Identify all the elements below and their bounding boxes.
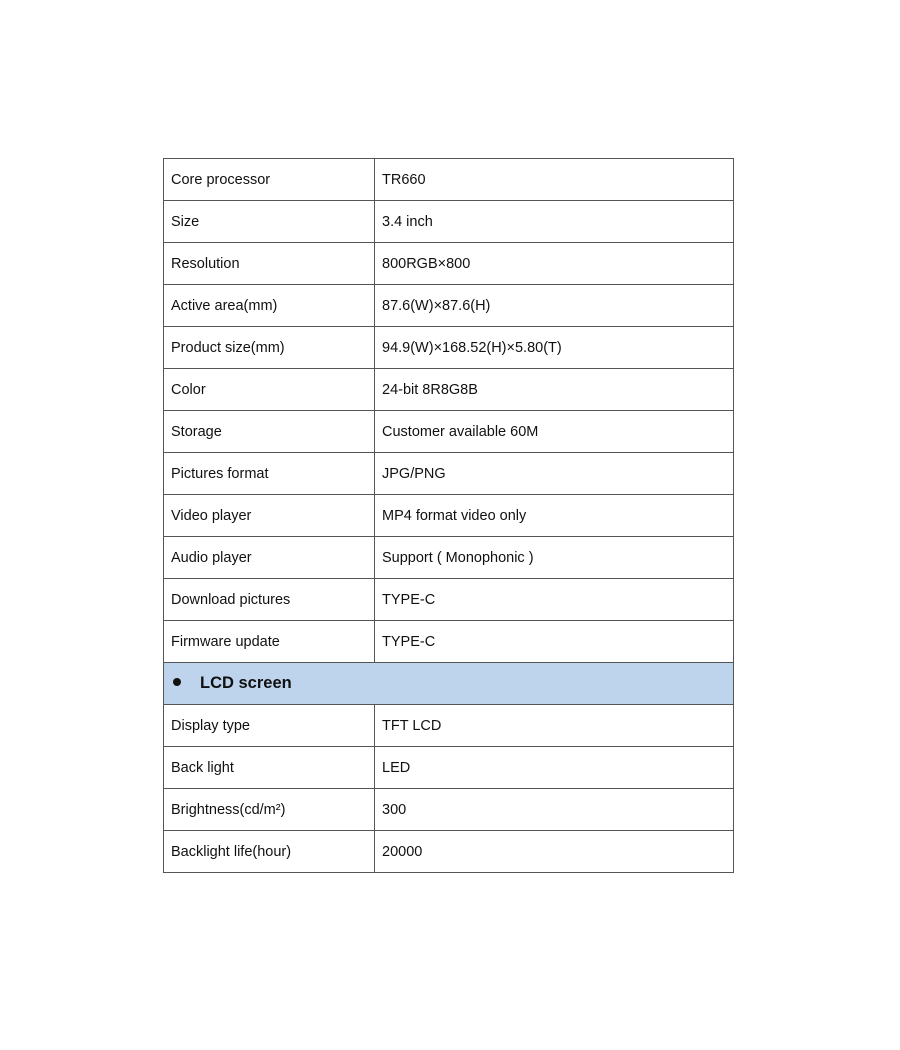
spec-value: TFT LCD <box>375 705 734 747</box>
spec-label: Video player <box>164 495 375 537</box>
spec-label: Active area(mm) <box>164 285 375 327</box>
spec-value: MP4 format video only <box>375 495 734 537</box>
spec-value: TR660 <box>375 159 734 201</box>
spec-row-download-pictures <box>164 579 734 621</box>
spec-value: JPG/PNG <box>375 453 734 495</box>
spec-label: Display type <box>164 705 375 747</box>
spec-row-backlight-life <box>164 831 734 873</box>
spec-label: Download pictures <box>164 579 375 621</box>
spec-row-core-processor <box>164 159 734 201</box>
spec-row-brightness <box>164 789 734 831</box>
bullet-dot-icon <box>173 678 181 686</box>
spec-row-audio-player <box>164 537 734 579</box>
section-header-cell <box>164 663 734 705</box>
spec-label: Color <box>164 369 375 411</box>
spec-value: 300 <box>375 789 734 831</box>
spec-row-firmware-update <box>164 621 734 663</box>
spec-value: 20000 <box>375 831 734 873</box>
spec-label: Storage <box>164 411 375 453</box>
spec-label: Core processor <box>164 159 375 201</box>
spec-value: TYPE-C <box>375 579 734 621</box>
spec-label: Resolution <box>164 243 375 285</box>
spec-label: Product size(mm) <box>164 327 375 369</box>
spec-label: Back light <box>164 747 375 789</box>
spec-label: Firmware update <box>164 621 375 663</box>
spec-row-back-light <box>164 747 734 789</box>
spec-value: Customer available 60M <box>375 411 734 453</box>
section-title: LCD screen <box>200 674 292 692</box>
spec-value: TYPE-C <box>375 621 734 663</box>
spec-value: 94.9(W)×168.52(H)×5.80(T) <box>375 327 734 369</box>
spec-row-color <box>164 369 734 411</box>
spec-row-active-area <box>164 285 734 327</box>
spec-row-display-type <box>164 705 734 747</box>
spec-row-product-size <box>164 327 734 369</box>
spec-value: 800RGB×800 <box>375 243 734 285</box>
spec-row-size <box>164 201 734 243</box>
section-header-lcd-screen <box>164 663 734 705</box>
spec-row-storage <box>164 411 734 453</box>
spec-value: LED <box>375 747 734 789</box>
spec-value: 3.4 inch <box>375 201 734 243</box>
spec-label: Audio player <box>164 537 375 579</box>
spec-value: 24-bit 8R8G8B <box>375 369 734 411</box>
spec-label: Pictures format <box>164 453 375 495</box>
spec-label: Size <box>164 201 375 243</box>
spec-value: 87.6(W)×87.6(H) <box>375 285 734 327</box>
spec-value: Support ( Monophonic ) <box>375 537 734 579</box>
spec-label: Backlight life(hour) <box>164 831 375 873</box>
spec-row-video-player <box>164 495 734 537</box>
spec-label: Brightness(cd/m²) <box>164 789 375 831</box>
spec-row-resolution <box>164 243 734 285</box>
spec-table <box>163 158 734 873</box>
spec-row-pictures-format <box>164 453 734 495</box>
